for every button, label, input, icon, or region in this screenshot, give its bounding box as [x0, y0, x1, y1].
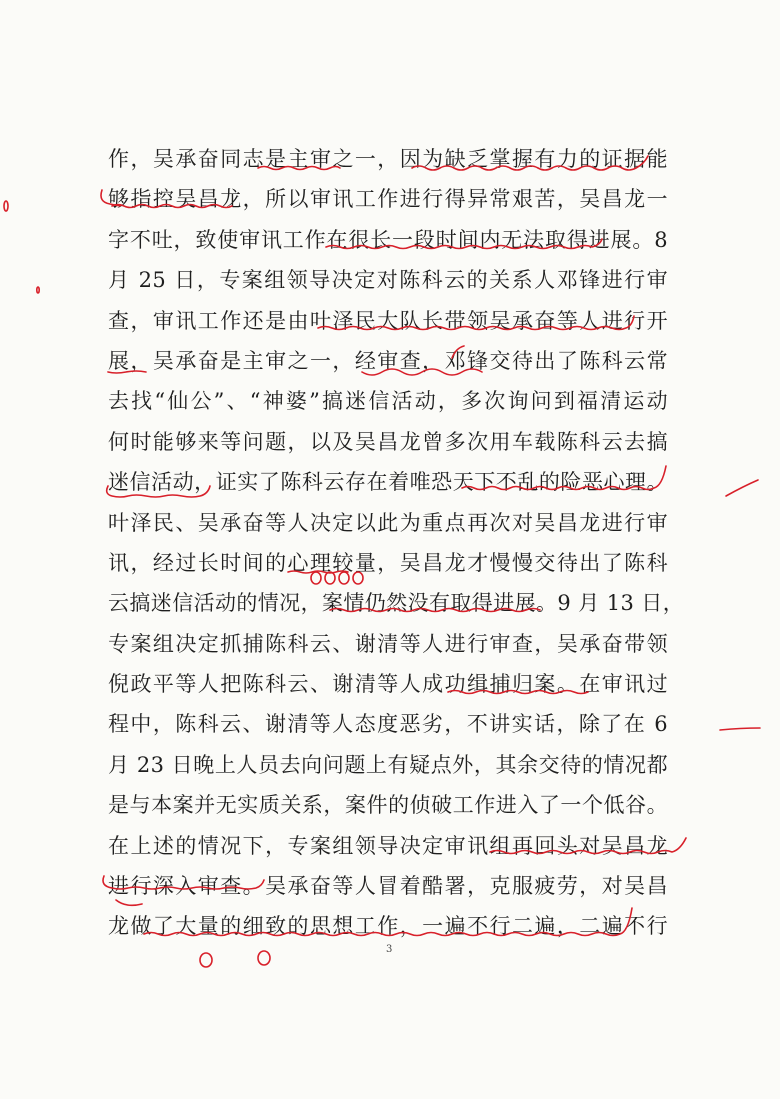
scan-speck: [4, 201, 8, 211]
page-number: 3: [386, 944, 393, 955]
emphasis-circle: [258, 951, 270, 965]
scan-speck: [37, 287, 39, 293]
text-line: 作，吴承奋同志是主审之一，因为缺乏掌握有力的证据能: [108, 147, 668, 171]
margin-mark: [720, 728, 760, 730]
text-line: 在上述的情况下，专案组领导决定审讯组再回头对吴昌龙: [108, 833, 668, 858]
text-line: 是与本案并无实质关系，案件的侦破工作进入了一个低谷。: [108, 793, 668, 818]
text-line: 迷信活动，证实了陈科云存在着唯恐天下不乱的险恶心理。: [108, 470, 668, 495]
margin-mark: [726, 480, 758, 496]
text-line: 月 25 日，专案组领导决定对陈科云的关系人邓锋进行审: [108, 268, 668, 293]
text-line: 专案组决定抓捕陈科云、谢清等人进行审查，吴承奋带领: [108, 631, 668, 656]
body-text: [108, 139, 685, 947]
emphasis-circle: [200, 953, 212, 967]
text-line: 展，吴承奋是主审之一，经审查，邓锋交待出了陈科云常: [108, 348, 668, 373]
text-line: 倪政平等人把陈科云、谢清等人成功缉捕归案。在审讯过: [108, 672, 668, 697]
text-line: 讯，经过长时间的心理较量，吴昌龙才慢慢交待出了陈科: [108, 550, 668, 575]
text-line: 进行深入审查。吴承奋等人冒着酷署，克服疲劳，对吴昌: [108, 874, 668, 899]
text-line: 龙做了大量的细致的思想工作，一遍不行二遍，二遍不行: [108, 914, 668, 939]
text-line: 程中，陈科云、谢清等人态度恶劣，不讲实话，除了在 6: [108, 712, 668, 737]
text-line: 叶泽民、吴承奋等人决定以此为重点再次对吴昌龙进行审: [108, 510, 668, 535]
text-line: 云搞迷信活动的情况，案情仍然没有取得进展。9 月 13 日，: [108, 591, 685, 616]
text-line: 月 23 日晚上人员去向问题上有疑点外，其余交待的情况都: [108, 752, 668, 777]
text-line: 字不吐，致使审讯工作在很长一段时间内无法取得进展。8: [108, 227, 668, 252]
text-line: 够指控吴昌龙，所以审讯工作进行得异常艰苦，吴昌龙一: [108, 187, 668, 212]
text-line: 查，审讯工作还是由叶泽民大队长带领吴承奋等人进行开: [108, 308, 668, 333]
text-line: 何时能够来等问题，以及吴昌龙曾多次用车载陈科云去搞: [108, 429, 668, 454]
text-line: 去找“仙公”、“神婆”搞迷信活动，多次询问到福清运动: [108, 389, 668, 414]
